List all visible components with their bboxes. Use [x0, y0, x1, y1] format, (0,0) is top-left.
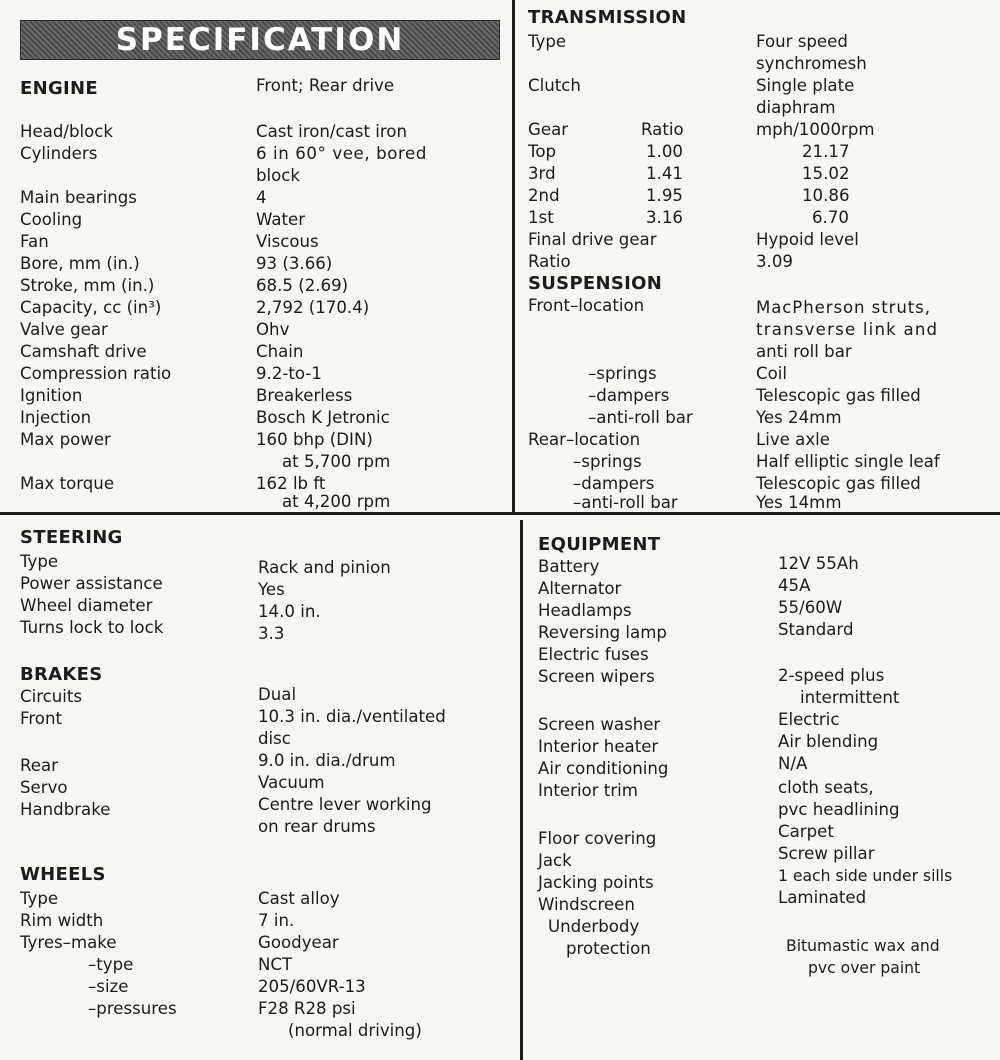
brakes-heading: BRAKES	[20, 664, 103, 685]
tyre-sub-label: –type	[88, 955, 134, 974]
spec-value: Bitumastic wax and	[786, 937, 940, 955]
spec-label: Tyres–make	[20, 933, 117, 952]
rear-sub-value: Telescopic gas filled	[756, 474, 921, 493]
transmission-type-label: Type	[528, 32, 567, 51]
spec-label: Floor covering	[538, 829, 657, 848]
tyre-sub-label: –pressures	[88, 999, 177, 1018]
spec-label: Wheel diameter	[20, 596, 153, 615]
gear-ratio: 1.00	[646, 142, 683, 161]
spec-label: Underbody	[548, 917, 640, 936]
spec-value: 10.3 in. dia./ventilated	[258, 707, 446, 726]
gear-mph: 15.02	[802, 164, 850, 183]
spec-label: Reversing lamp	[538, 623, 667, 642]
spec-value: 162 lb ft	[256, 474, 326, 493]
ratio-label: Ratio	[528, 252, 571, 271]
spec-label: Rear	[20, 756, 58, 775]
spec-value: 1 each side under sills	[778, 867, 953, 885]
equipment-heading: EQUIPMENT	[538, 534, 661, 555]
tyre-sub-value: 205/60VR-13	[258, 977, 366, 996]
spec-label: Turns lock to lock	[20, 618, 164, 637]
spec-value: Laminated	[778, 888, 867, 907]
gear-name: Top	[528, 142, 557, 161]
center-divider-bottom	[520, 520, 523, 1060]
spec-value: 2,792 (170.4)	[256, 298, 370, 317]
tyre-pressure-note: (normal driving)	[288, 1021, 422, 1040]
spec-value: Centre lever working	[258, 795, 432, 814]
wheels-heading: WHEELS	[20, 864, 106, 885]
spec-label: Screen wipers	[538, 667, 655, 686]
spec-label: Capacity, cc (in³)	[20, 298, 162, 317]
spec-label: Main bearings	[20, 188, 137, 207]
spec-label: Circuits	[20, 687, 83, 706]
spec-value: 6 in 60° vee, bored	[256, 144, 427, 163]
spec-value: Breakerless	[256, 386, 353, 405]
gear-ratio: 1.41	[646, 164, 683, 183]
spec-value: Bosch K Jetronic	[256, 408, 390, 427]
rear-sub-value: Yes 14mm	[756, 493, 842, 512]
gear-header: Gear	[528, 120, 569, 139]
spec-value: Chain	[256, 342, 304, 361]
transmission-type-value: Four speed	[756, 32, 848, 51]
spec-label: Battery	[538, 557, 600, 576]
spec-value: 93 (3.66)	[256, 254, 333, 273]
spec-label: Windscreen	[538, 895, 635, 914]
spec-label: Head/block	[20, 122, 114, 141]
spec-value: Goodyear	[258, 933, 339, 952]
spec-label: Cooling	[20, 210, 83, 229]
spec-label: Alternator	[538, 579, 622, 598]
spec-label: Camshaft drive	[20, 342, 147, 361]
rear-sub-label: –anti-roll bar	[573, 493, 678, 512]
spec-value: Rack and pinion	[258, 558, 391, 577]
spec-value: Ohv	[256, 320, 290, 339]
spec-value: cloth seats,	[778, 778, 874, 797]
spec-label: Rim width	[20, 911, 104, 930]
spec-label: Ignition	[20, 386, 83, 405]
spec-label: Electric fuses	[538, 645, 649, 664]
spec-value: Cast iron/cast iron	[256, 122, 407, 141]
banner-title: SPECIFICATION	[115, 22, 405, 58]
tyre-sub-value: NCT	[258, 955, 293, 974]
spec-label: Screen washer	[538, 715, 661, 734]
final-drive-label: Final drive gear	[528, 230, 657, 249]
ratio-value: 3.09	[756, 252, 793, 271]
spec-label: Type	[20, 552, 59, 571]
front-sub-label: –springs	[588, 364, 657, 383]
spec-value: N/A	[778, 754, 808, 773]
spec-value: disc	[258, 729, 291, 748]
spec-value: at 4,200 rpm	[282, 492, 391, 511]
rear-sub-label: –dampers	[573, 474, 655, 493]
clutch-value: Single plate	[756, 76, 855, 95]
rear-location-value: Live axle	[756, 430, 830, 449]
gear-ratio: 3.16	[646, 208, 683, 227]
center-divider-top	[512, 0, 515, 512]
spec-value: on rear drums	[258, 817, 376, 836]
rear-location-label: Rear–location	[528, 430, 641, 449]
spec-label: Handbrake	[20, 800, 111, 819]
specification-banner	[20, 20, 500, 60]
spec-value: 4	[256, 188, 267, 207]
spec-value: Water	[256, 210, 306, 229]
front-location-value-cont: anti roll bar	[756, 342, 852, 361]
rear-sub-label: –springs	[573, 452, 642, 471]
spec-value: pvc over paint	[808, 959, 921, 977]
engine-layout-value: Front; Rear drive	[256, 76, 395, 95]
gear-ratio: 1.95	[646, 186, 683, 205]
spec-value: 45A	[778, 576, 811, 595]
spec-value: Dual	[258, 685, 297, 704]
spec-value: 12V 55Ah	[778, 554, 859, 573]
spec-label: Interior trim	[538, 781, 638, 800]
spec-value: intermittent	[800, 688, 900, 707]
spec-value: 9.2-to-1	[256, 364, 322, 383]
ratio-header: Ratio	[641, 120, 684, 139]
spec-label: Jacking points	[538, 873, 654, 892]
spec-value: Carpet	[778, 822, 834, 841]
spec-value: Viscous	[256, 232, 319, 251]
spec-value: 2-speed plus	[778, 666, 885, 685]
tyre-sub-label: –size	[88, 977, 129, 996]
spec-label: Injection	[20, 408, 92, 427]
spec-value: 160 bhp (DIN)	[256, 430, 373, 449]
spec-value: 55/60W	[778, 598, 843, 617]
gear-mph: 6.70	[812, 208, 849, 227]
spec-label: Valve gear	[20, 320, 108, 339]
spec-label: protection	[566, 939, 651, 958]
spec-value: Air blending	[778, 732, 879, 751]
spec-value: pvc headlining	[778, 800, 900, 819]
front-location-value: MacPherson struts,	[756, 298, 931, 317]
tyre-sub-value: F28 R28 psi	[258, 999, 356, 1018]
spec-value: Yes	[258, 580, 285, 599]
spec-label: Headlamps	[538, 601, 632, 620]
spec-label: Fan	[20, 232, 49, 251]
spec-value: Standard	[778, 620, 854, 639]
steering-heading: STEERING	[20, 527, 123, 548]
spec-label: Compression ratio	[20, 364, 172, 383]
spec-value: Screw pillar	[778, 844, 875, 863]
front-location-value-cont: transverse link and	[756, 320, 939, 339]
spec-label: Max power	[20, 430, 111, 449]
spec-label: Power assistance	[20, 574, 163, 593]
spec-value: Vacuum	[258, 773, 325, 792]
spec-value: 7 in.	[258, 911, 295, 930]
clutch-value-cont: diaphram	[756, 98, 836, 117]
spec-label: Jack	[538, 851, 572, 870]
suspension-heading: SUSPENSION	[528, 273, 663, 294]
spec-value: 14.0 in.	[258, 602, 321, 621]
gear-mph: 10.86	[802, 186, 850, 205]
spec-label: Type	[20, 889, 59, 908]
spec-value: at 5,700 rpm	[282, 452, 391, 471]
spec-label: Cylinders	[20, 144, 98, 163]
spec-label: Interior heater	[538, 737, 659, 756]
rear-sub-value: Half elliptic single leaf	[756, 452, 940, 471]
spec-label: Air conditioning	[538, 759, 669, 778]
spec-value: block	[256, 166, 301, 185]
gear-name: 1st	[528, 208, 554, 227]
spec-label: Bore, mm (in.)	[20, 254, 140, 273]
spec-value: Electric	[778, 710, 840, 729]
spec-label: Servo	[20, 778, 68, 797]
spec-value: Cast alloy	[258, 889, 340, 908]
horizontal-divider	[0, 512, 1000, 515]
clutch-label: Clutch	[528, 76, 581, 95]
gear-name: 3rd	[528, 164, 556, 183]
spec-value: 68.5 (2.69)	[256, 276, 349, 295]
spec-value: 9.0 in. dia./drum	[258, 751, 396, 770]
transmission-heading: TRANSMISSION	[528, 7, 687, 28]
transmission-type-value-cont: synchromesh	[756, 54, 867, 73]
engine-heading: ENGINE	[20, 78, 98, 99]
front-sub-value: Coil	[756, 364, 787, 383]
gear-name: 2nd	[528, 186, 560, 205]
front-sub-label: –anti-roll bar	[588, 408, 693, 427]
front-sub-value: Telescopic gas filled	[756, 386, 921, 405]
gear-mph: 21.17	[802, 142, 850, 161]
front-location-label: Front–location	[528, 296, 645, 315]
spec-label: Stroke, mm (in.)	[20, 276, 155, 295]
spec-label: Max torque	[20, 474, 115, 493]
spec-label: Front	[20, 709, 62, 728]
final-drive-value: Hypoid level	[756, 230, 859, 249]
front-sub-value: Yes 24mm	[756, 408, 842, 427]
mph-header: mph/1000rpm	[756, 120, 875, 139]
front-sub-label: –dampers	[588, 386, 670, 405]
spec-value: 3.3	[258, 624, 285, 643]
